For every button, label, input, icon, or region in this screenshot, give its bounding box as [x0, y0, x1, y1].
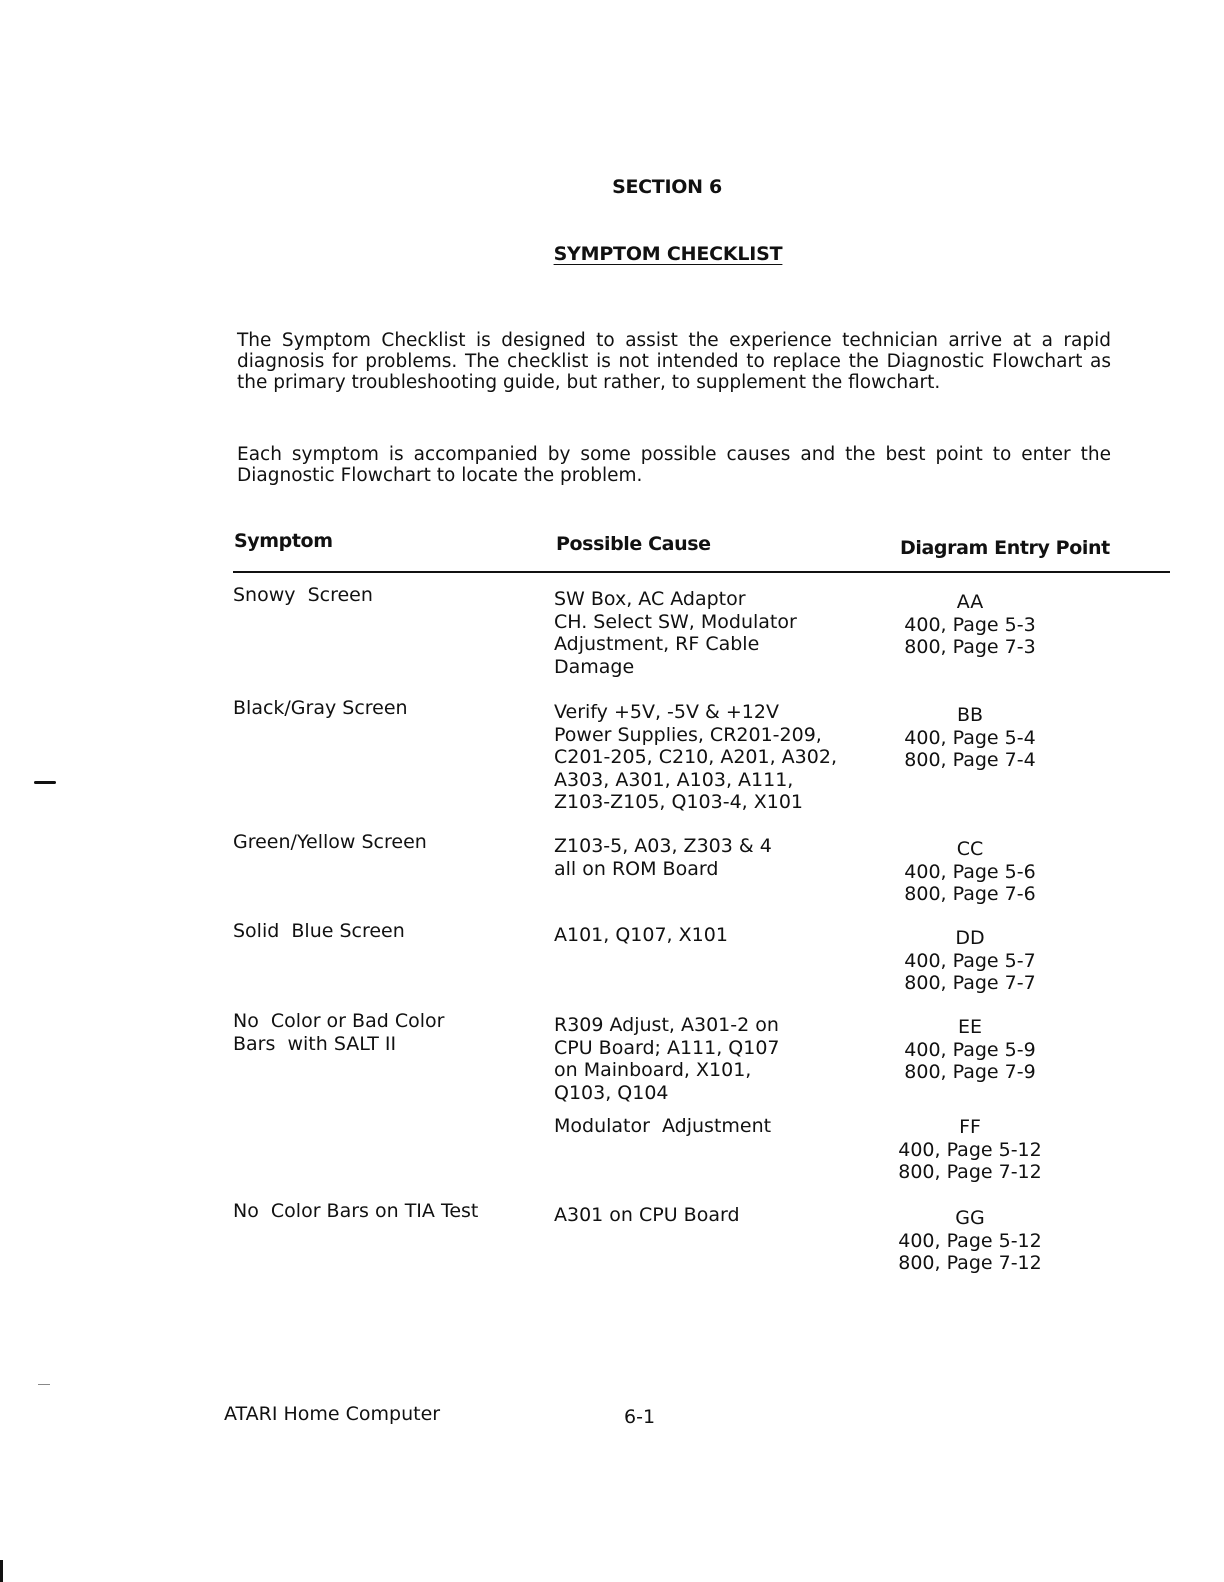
- section-heading: SECTION 6: [612, 176, 722, 198]
- table-row-symptom: No Color or Bad Color Bars with SALT II: [233, 1010, 445, 1055]
- table-row-cause: SW Box, AC Adaptor CH. Select SW, Modulator Adjustment, RF Cable Damage: [554, 588, 797, 678]
- table-row-symptom: Green/Yellow Screen: [233, 831, 427, 853]
- header-rule: [233, 571, 1170, 573]
- table-row-symptom: No Color Bars on TIA Test: [233, 1200, 479, 1222]
- table-row-cause: A101, Q107, X101: [554, 924, 728, 946]
- table-row-entry: GG 400, Page 5-12 800, Page 7-12: [898, 1207, 1042, 1274]
- footer-title: ATARI Home Computer: [224, 1403, 441, 1425]
- table-row-entry: AA 400, Page 5-3 800, Page 7-3: [904, 591, 1036, 658]
- table-row-cause: A301 on CPU Board: [554, 1204, 740, 1226]
- table-row-entry: EE 400, Page 5-9 800, Page 7-9: [904, 1016, 1036, 1083]
- table-row-entry: DD 400, Page 5-7 800, Page 7-7: [904, 927, 1036, 994]
- page-title: SYMPTOM CHECKLIST: [553, 243, 783, 265]
- scan-mark: [38, 1384, 50, 1385]
- table-row-symptom: Black/Gray Screen: [233, 697, 408, 719]
- column-header-symptom: Symptom: [234, 530, 333, 552]
- scan-mark: [0, 1560, 3, 1582]
- table-row-cause: Verify +5V, -5V & +12V Power Supplies, CR201-209, C201-205, C210, A201, A302, A303, A301, A103, A111, Z103-Z105, Q103-4, X101: [554, 701, 837, 813]
- table-row-symptom: Solid Blue Screen: [233, 920, 405, 942]
- column-header-diagram-entry-point: Diagram Entry Point: [900, 537, 1110, 559]
- column-header-possible-cause: Possible Cause: [556, 533, 711, 555]
- table-row-symptom: Snowy Screen: [233, 584, 373, 606]
- table-row-cause: Modulator Adjustment: [554, 1115, 772, 1137]
- table-row-entry: FF 400, Page 5-12 800, Page 7-12: [898, 1116, 1042, 1183]
- intro-paragraph-1: The Symptom Checklist is designed to assist the experience technician arrive at a rapid diagnosis for problems. The checklist is not intended to replace the Diagnostic Flowchart as the primary troubleshooting guide, but rather, to supplement the flowchart.: [237, 330, 1111, 393]
- table-row-entry: BB 400, Page 5-4 800, Page 7-4: [904, 704, 1036, 771]
- intro-paragraph-2: Each symptom is accompanied by some possible causes and the best point to enter the Diagnostic Flowchart to locate the problem.: [237, 444, 1111, 486]
- page-number: 6-1: [624, 1406, 656, 1428]
- table-row-cause: R309 Adjust, A301-2 on CPU Board; A111, Q107 on Mainboard, X101, Q103, Q104: [554, 1014, 780, 1104]
- table-row-cause: Z103-5, A03, Z303 & 4 all on ROM Board: [554, 835, 772, 880]
- scan-mark: [34, 781, 56, 784]
- table-row-entry: CC 400, Page 5-6 800, Page 7-6: [904, 838, 1036, 905]
